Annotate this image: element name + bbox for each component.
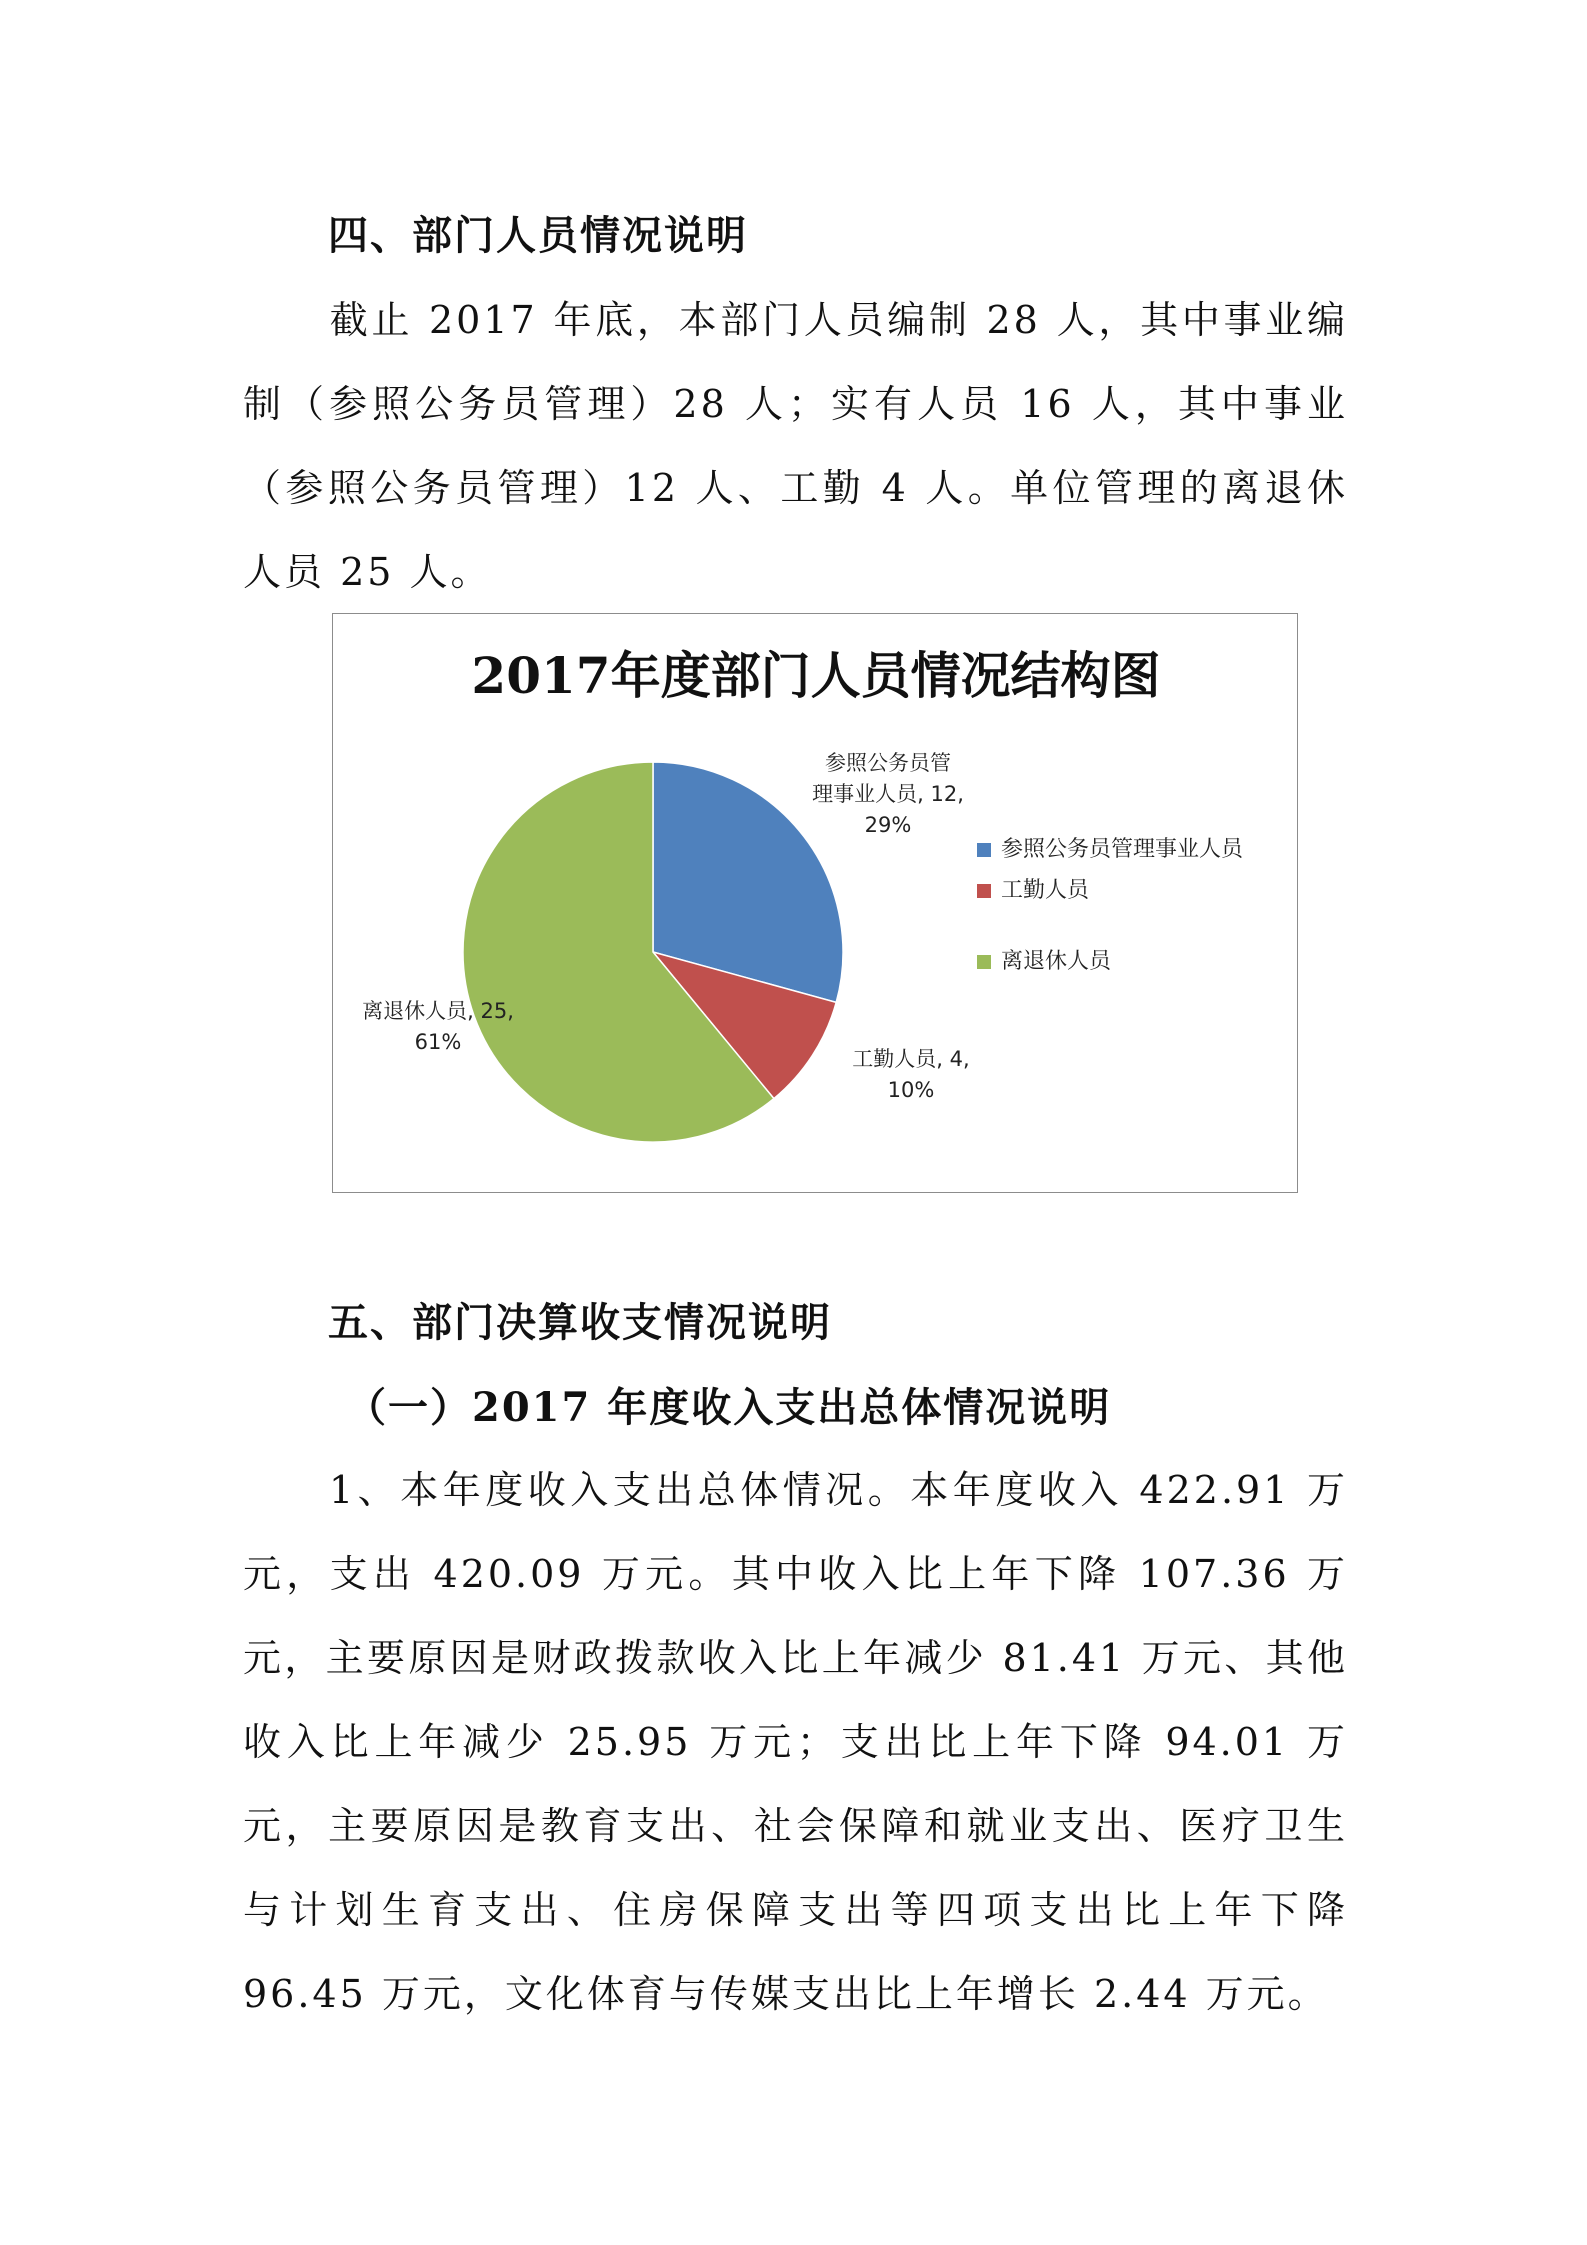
legend-label: 离退休人员 xyxy=(1001,949,1112,974)
legend-label: 工勤人员 xyxy=(1001,878,1090,903)
data-label-line: 理事业人员, 12, xyxy=(812,782,964,806)
data-label-line: 61% xyxy=(414,1030,462,1054)
section-5-paragraph-text: 1、本年度收入支出总体情况。本年度收入 422.91 万元，支出 420.09 万元。其中收入比上年下降 107.36 万元，主要原因是财政拨款收入比上年减少 81.41 万元、其他收入比上年减少 25.95 万元；支出比上年下降 94.01 万元，主要原因是教育支出、社会保障和就业支出、医疗卫生与计划生育支出、住房保障支出等四项支出比上年下降 96.45 万元，文化体育与传媒支出比上年增长 2.44 万元。 xyxy=(243,1468,1348,2016)
data-label-line: 29% xyxy=(864,813,912,837)
section-5-paragraph xyxy=(243,1448,1348,2036)
legend-swatch-civil-servant xyxy=(977,843,991,857)
data-label-civil-servant xyxy=(788,748,988,841)
personnel-structure-chart xyxy=(332,613,1298,1193)
data-label-line: 工勤人员, 4, xyxy=(852,1047,970,1071)
legend-swatch-worker xyxy=(977,884,991,898)
legend-swatch-retired xyxy=(977,955,991,969)
data-label-line: 参照公务员管 xyxy=(825,751,951,775)
legend-label: 参照公务员管理事业人员 xyxy=(1001,837,1244,862)
section-5-subheading: （一）2017 年度收入支出总体情况说明 xyxy=(346,1384,1112,1431)
data-label-line: 离退休人员, 25, xyxy=(362,999,514,1023)
section-4-paragraph-text: 截止 2017 年底，本部门人员编制 28 人，其中事业编制（参照公务员管理）28 人；实有人员 16 人，其中事业（参照公务员管理）12 人、工勤 4 人。单位管理的离退休人员 25 人。 xyxy=(243,298,1348,594)
legend-item xyxy=(977,946,1277,977)
data-label-retired xyxy=(338,996,538,1058)
chart-legend xyxy=(977,834,1277,987)
section-4-heading: 四、部门人员情况说明 xyxy=(328,213,748,259)
section-4-paragraph xyxy=(243,278,1348,614)
legend-item xyxy=(977,875,1277,906)
data-label-worker xyxy=(811,1044,1011,1106)
legend-item xyxy=(977,834,1277,865)
data-label-line: 10% xyxy=(887,1078,935,1102)
pie-slices xyxy=(463,762,843,1142)
chart-title: 2017年度部门人员情况结构图 xyxy=(471,646,1161,705)
section-5-heading: 五、部门决算收支情况说明 xyxy=(328,1300,832,1346)
